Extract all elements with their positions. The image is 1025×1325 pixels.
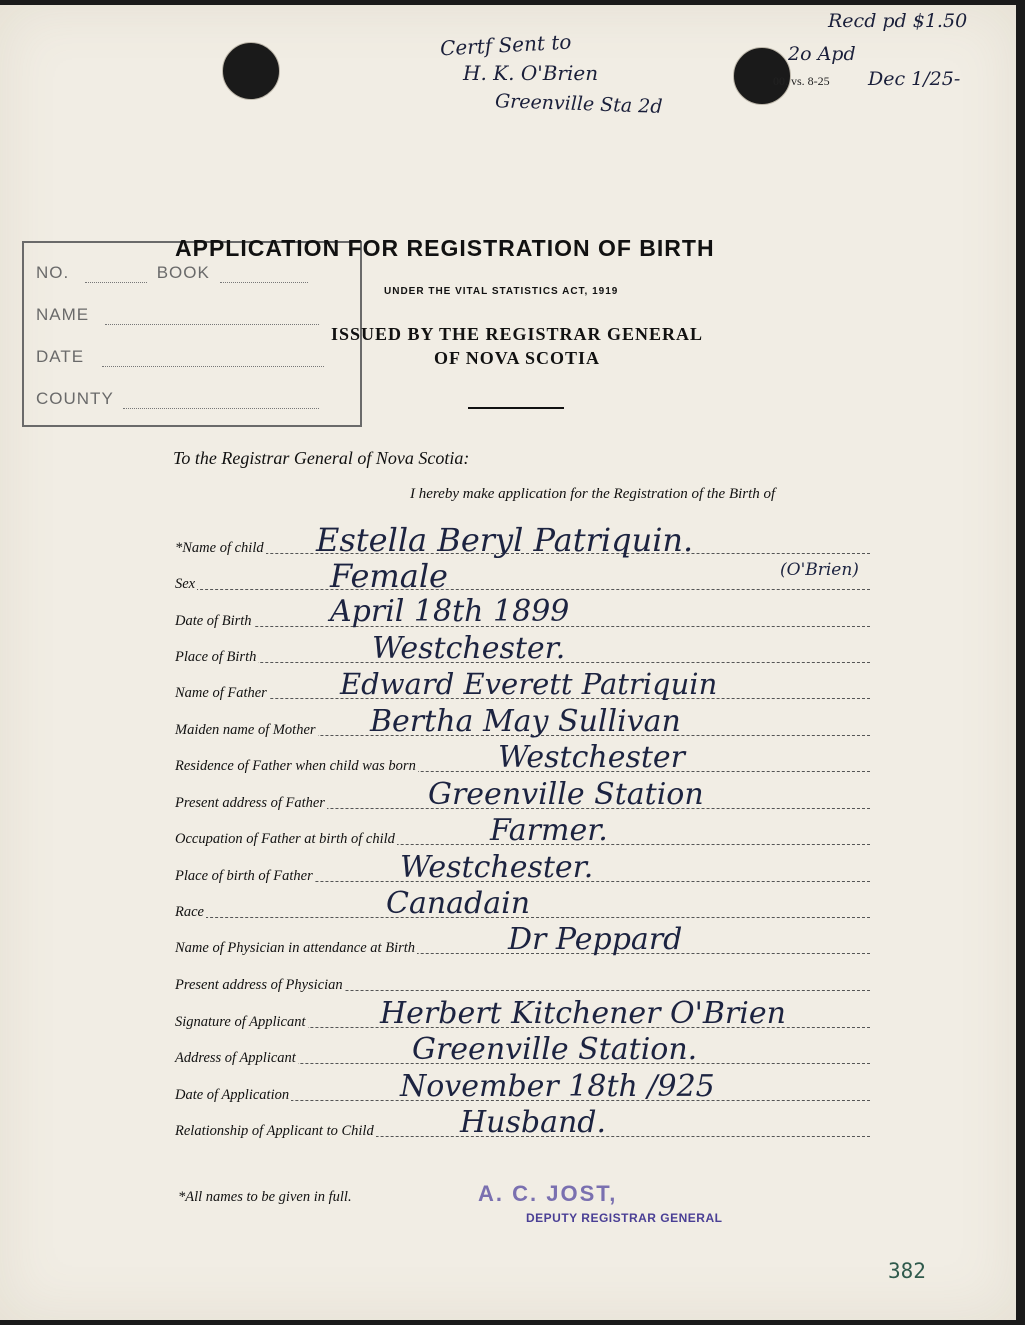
form-subtitle: UNDER THE VITAL STATISTICS ACT, 1919: [384, 286, 619, 297]
stamp-no-label: NO.: [36, 263, 70, 282]
field-row-sex: [175, 573, 870, 593]
official-stamp-title: DEPUTY REGISTRAR GENERAL: [526, 1211, 723, 1225]
field-label: Date of Application: [175, 1087, 290, 1103]
issuer-line-1: ISSUED BY THE REGISTRAR GENERAL: [330, 324, 704, 344]
stamp-county-label: COUNTY: [36, 389, 114, 408]
value-physician: Dr Peppard: [508, 922, 683, 957]
field-label: Signature of Applicant: [175, 1014, 306, 1030]
note-received-paid: Recd pd $1.50: [828, 10, 968, 32]
field-row-physician-address: [175, 974, 870, 994]
stamp-date-label: DATE: [36, 347, 85, 366]
field-label: Date of Birth: [175, 613, 252, 629]
issuer-line-2: OF NOVA SCOTIA: [433, 348, 601, 368]
value-race: Canadain: [386, 886, 531, 921]
punch-hole-left: [222, 42, 280, 100]
field-label: Present address of Father: [175, 795, 325, 811]
value-father-birthplace: Westchester.: [400, 850, 594, 885]
form-code: 00. vs. 8-25: [773, 74, 830, 88]
stamp-book-label: BOOK: [156, 263, 210, 282]
issuer: [299, 322, 735, 370]
value-mother-maiden-name: Bertha May Sullivan: [370, 704, 681, 739]
field-label: Name of Father: [175, 685, 267, 701]
value-applicant-signature: Herbert Kitchener O'Brien: [380, 996, 786, 1031]
form-sheet: [0, 5, 1016, 1320]
document-number: 382: [888, 1259, 926, 1283]
field-label: Residence of Father when child was born: [175, 758, 416, 774]
field-label: *Name of child: [175, 540, 264, 556]
stamp-name-label: NAME: [36, 305, 90, 324]
note-recipient: H. K. O'Brien: [463, 61, 599, 85]
title-rule: [468, 407, 564, 409]
value-father-occupation: Farmer.: [490, 813, 608, 848]
note-recipient-address: Greenville Sta 2d: [494, 90, 663, 118]
field-label: Relationship of Applicant to Child: [175, 1123, 374, 1139]
value-application-date: November 18th /925: [400, 1069, 715, 1104]
official-stamp-name: A. C. JOST,: [478, 1181, 618, 1206]
field-label: Race: [175, 904, 204, 920]
salutation: To the Registrar General of Nova Scotia:: [173, 448, 470, 468]
value-date-of-birth: April 18th 1899: [330, 594, 570, 629]
value-applicant-address: Greenville Station.: [412, 1032, 698, 1067]
field-label: Present address of Physician: [175, 977, 343, 993]
field-label: Name of Physician in attendance at Birth: [175, 940, 416, 956]
field-label: Place of Birth: [175, 649, 257, 665]
field-label: Place of birth of Father: [175, 868, 313, 884]
intro-text: I hereby make application for the Registration of the Birth of: [410, 486, 776, 502]
note-date: Dec 1/25-: [868, 68, 961, 90]
form-title: APPLICATION FOR REGISTRATION OF BIRTH: [175, 235, 715, 261]
value-place-of-birth: Westchester.: [372, 631, 566, 666]
note-cert-sent: Certf Sent to: [439, 29, 572, 61]
value-sex-note: (O'Brien): [780, 560, 859, 580]
field-label: Sex: [175, 576, 196, 592]
value-child-name: Estella Beryl Patriquin.: [316, 521, 694, 559]
field-label: Occupation of Father at birth of child: [175, 831, 395, 847]
field-label: Maiden name of Mother: [175, 722, 316, 738]
field-label: Address of Applicant: [175, 1050, 296, 1066]
value-father-address: Greenville Station: [428, 777, 704, 812]
value-relationship: Husband.: [460, 1105, 607, 1140]
value-father-residence: Westchester: [498, 740, 686, 775]
value-sex: Female: [330, 557, 448, 595]
note-applied: 2o Apd: [788, 43, 856, 65]
footnote: *All names to be given in full.: [178, 1189, 352, 1205]
value-father-name: Edward Everett Patriquin: [340, 667, 718, 701]
